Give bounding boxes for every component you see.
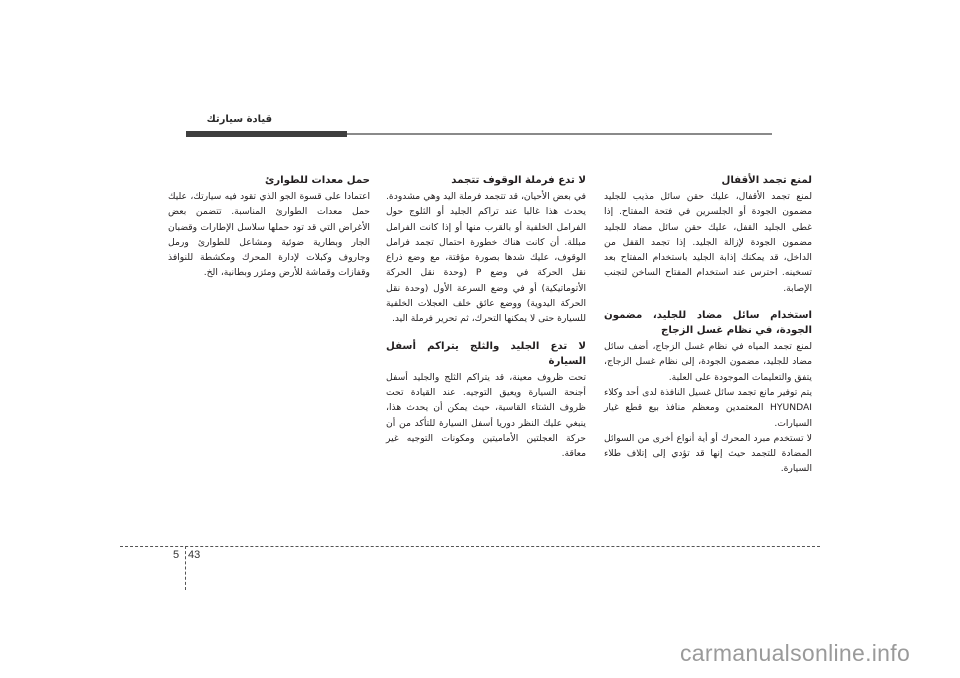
column-left	[168, 173, 370, 293]
section-washer-antifreeze	[604, 308, 812, 477]
paragraph: لا تستخدم مبرد المحرك أو أية أنواع أخرى من السوائل المضادة للتجمد حيث إنها قد تؤدي إلى إتلاف طلاء السيارة.	[604, 432, 812, 475]
section-title: استخدام سائل مضاد للجليد، مضمون الجودة، في نظام غسل الزجاج	[604, 310, 812, 337]
running-header-title: قيادة سيارتك	[206, 114, 272, 125]
footer-rule	[120, 546, 820, 547]
paragraph: لمنع تجمد الأقفال، عليك حقن سائل مذيب للجليد مضمون الجودة أو الجلسرين في فتحة المفتاح. إذا غطى الجليد القفل، عليك حقن سائل مضاد للجليد مضمون الجودة لإزالة الجليد. إذا تجمد القفل من الداخل، قد يمكنك إذابة الجليد باستخدام المفتاح بعد تسخينه. احترس عند استخدام المفتاح الساخن لتجنب الإصابة.	[604, 191, 812, 294]
chapter-number: 5	[173, 549, 180, 561]
section-prevent-lock-freeze	[604, 173, 812, 296]
paragraph: اعتمادا على قسوة الجو الذي تقود فيه سيارتك، عليك حمل معدات الطوارئ المناسبة. تتضمن بعض الأغراض التي قد تود حملها سلاسل الإطارات وقضبان الجار وبطارية ضوئية ومشاعل للطوارئ ورمل وجاروف وكبلات لإدارة المحرك ومكشطة للنوافذ وقفازات وقماشة للأرض ومئزر وبطانية، الخ.	[168, 191, 370, 279]
paragraph: في بعض الأحيان، قد تتجمد فرملة اليد وهي مشدودة. يحدث هذا غالبا عند تراكم الجليد أو الثلوج حول الفرامل الخلفية أو بالقرب منها أو إذا كانت الفرامل مبللة. أن كانت هناك خطورة احتمال تجمد فرامل الوقوف، عليك شدها بصورة مؤقتة، مع وضع ذراع نقل الحركة في وضع P (وحدة نقل الحركة الأتوماتيكية) أو في وضع السرعة الأول (وحدة نقل الحركة اليدوية) ووضع عائق خلف العجلات الخلفية للسيارة حتى لا يمكنها التحرك، ثم تحرير فرملة اليد.	[386, 191, 586, 325]
section-emergency-equipment	[168, 173, 370, 281]
section-title: حمل معدات للطوارئ	[264, 175, 370, 186]
footer-divider	[185, 546, 186, 590]
header-rule-accent	[186, 131, 347, 137]
section-ice-under-car	[386, 339, 586, 462]
watermark: carmanualsonline.info	[680, 640, 911, 666]
section-parking-brake-freeze	[386, 173, 586, 327]
paragraph: يتم توفير مانع تجمد سائل غسيل النافذة لدى أحد وكلاء HYUNDAI المعتمدين ومعظم منافذ بيع قطع غيار السيارات.	[604, 386, 812, 429]
section-title: لمنع تجمد الأقفال	[721, 175, 812, 186]
paragraph: لمنع تجمد المياه في نظام غسل الزجاج، أضف سائل مضاد للجليد، مضمون الجودة، إلى نظام غسل الزجاج، يتفق والتعليمات الموجودة على العلبة.	[604, 341, 812, 383]
paragraph: تحت ظروف معينة، قد يتراكم الثلج والجليد أسفل أجنحة السيارة ويعيق التوجيه. عند القيادة تحت ظروف الشتاء القاسية، حيث يمكن أن يحدث هذا، ينبغي عليك النظر دوريا أسفل السيارة للتأكد من أن حركة العجلتين الأماميتين ومكونات التوجيه غير معاقة.	[386, 371, 586, 460]
column-middle	[386, 173, 586, 473]
page-number: 43	[188, 549, 201, 561]
column-right	[604, 173, 812, 489]
section-title: لا تدع الجليد والثلج يتراكم أسفل السيارة	[386, 340, 586, 367]
section-title: لا تدع فرملة الوقوف تتجمد	[451, 175, 586, 186]
